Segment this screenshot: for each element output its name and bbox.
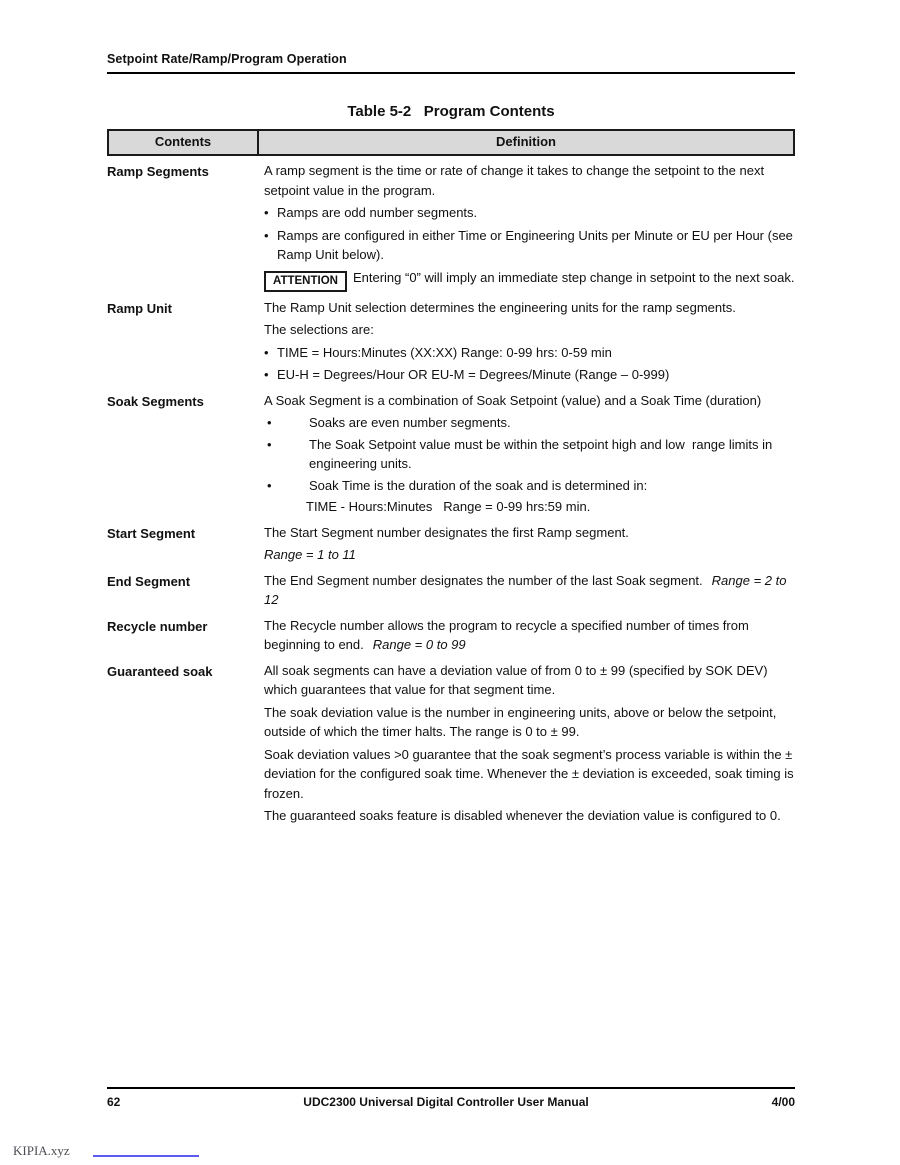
paragraph-text: TIME - Hours:Minutes Range = 0-99 hrs:59 min. <box>306 499 591 514</box>
bullet-item <box>264 476 795 496</box>
watermark-text: KIPIA.xyz <box>13 1143 70 1158</box>
range-note: Range = 2 to 12 <box>264 572 791 607</box>
table-row <box>107 661 798 829</box>
column-header-definition: Definition <box>496 134 556 149</box>
attention-text: Entering “0” will imply an immediate step change in setpoint to the next soak. <box>352 269 795 285</box>
paragraph-text: A ramp segment is the time or rate of change it takes to change the setpoint to the next setpoint value in the program. <box>264 163 768 198</box>
column-header-contents: Contents <box>109 131 259 154</box>
row-definition <box>257 161 795 295</box>
paragraph-text: The Ramp Unit selection determines the engineering units for the ramp segments. <box>264 299 736 315</box>
bullet-marker-icon: • <box>264 227 269 243</box>
bullet-marker-icon: • <box>264 344 269 360</box>
definition-paragraph <box>264 571 795 610</box>
paragraph-text: The Recycle number allows the program to recycle a specified number of times from beginning to end. <box>264 617 753 652</box>
paragraph-text: Soak deviation values >0 guarantee that the soak segment’s process variable is within the ± deviation for the configured soak time. Whenever the ± deviation is exceeded, soak timing is frozen. <box>264 746 798 801</box>
range-note <box>264 545 795 565</box>
definition-paragraph <box>264 523 795 543</box>
footer-date: 4/00 <box>771 1095 795 1109</box>
definition-paragraph <box>264 616 795 655</box>
bullet-marker-icon: • <box>267 415 272 430</box>
bullet-item <box>264 435 795 474</box>
row-definition <box>257 523 795 568</box>
paragraph-text: The guaranteed soaks feature is disabled whenever the deviation value is configured to 0. <box>264 808 781 823</box>
page-content <box>107 52 798 832</box>
row-label: Ramp Unit <box>107 300 172 316</box>
definition-paragraph <box>264 745 798 804</box>
running-header: Setpoint Rate/Ramp/Program Operation <box>107 52 795 74</box>
bullet-text: Soak Time is the duration of the soak and is determined in: <box>309 477 648 493</box>
bullet-item <box>264 226 795 265</box>
row-definition <box>257 298 795 388</box>
row-definition <box>257 661 798 829</box>
row-label: Start Segment <box>107 525 196 541</box>
bullet-marker-icon: • <box>264 367 269 382</box>
bullet-text: Ramps are odd number segments. <box>277 205 478 220</box>
bullet-item <box>264 203 795 223</box>
row-label: Soak Segments <box>107 393 204 409</box>
definition-paragraph <box>264 161 795 200</box>
bullet-item <box>264 343 795 363</box>
table-row <box>107 391 795 520</box>
definition-paragraph <box>306 497 795 517</box>
footer-title: UDC2300 Universal Digital Controller User Manual <box>303 1095 589 1109</box>
attention-note <box>264 268 795 292</box>
row-label: End Segment <box>107 573 191 589</box>
paragraph-text: The Start Segment number designates the first Ramp segment. <box>264 524 629 540</box>
attention-badge: ATTENTION <box>264 271 347 292</box>
bullet-item <box>264 365 795 385</box>
table-body <box>107 161 798 829</box>
page-number: 62 <box>107 1095 121 1109</box>
page-footer <box>107 1087 795 1109</box>
paragraph-text: The End Segment number designates the number of the last Soak segment. <box>264 572 703 588</box>
row-definition <box>257 571 795 613</box>
bullet-marker-icon: • <box>267 436 272 452</box>
bullet-marker-icon: • <box>267 477 272 493</box>
bullet-text: TIME = Hours:Minutes (XX:XX) Range: 0-99 hrs: 0-59 min <box>277 344 612 360</box>
paragraph-text: A Soak Segment is a combination of Soak Setpoint (value) and a Soak Time (duration) <box>264 392 762 408</box>
bullet-text: Soaks are even number segments. <box>309 415 511 430</box>
row-label: Recycle number <box>107 618 208 634</box>
watermark-link-line[interactable] <box>93 1155 199 1157</box>
table-row <box>107 571 795 613</box>
row-definition <box>257 391 795 520</box>
definition-paragraph <box>264 298 795 318</box>
paragraph-text: The selections are: <box>264 322 374 337</box>
table-row <box>107 523 795 568</box>
bullet-text: EU-H = Degrees/Hour OR EU-M = Degrees/Minute (Range – 0-999) <box>277 367 670 382</box>
paragraph-text: Range = 1 to 11 <box>264 547 356 562</box>
bullet-text: The Soak Setpoint value must be within the setpoint high and low range limits in engineering units. <box>309 436 776 471</box>
table-header-row <box>107 129 795 156</box>
row-label: Ramp Segments <box>107 164 209 179</box>
paragraph-text: All soak segments can have a deviation value of from 0 to ± 99 (specified by SOK DEV) which guarantees that value for that segment time. <box>264 662 772 697</box>
definition-paragraph <box>264 806 795 826</box>
definition-paragraph <box>264 661 795 700</box>
table-row <box>107 161 795 295</box>
definition-paragraph <box>264 391 795 411</box>
bullet-marker-icon: • <box>264 205 269 220</box>
row-definition <box>257 616 795 658</box>
range-note: Range = 0 to 99 <box>372 637 466 652</box>
paragraph-text: The soak deviation value is the number in engineering units, above or below the setpoint, outside of which the timer halts. The range is 0 to ± 99. <box>264 704 781 739</box>
table-row <box>107 616 795 658</box>
definition-paragraph <box>264 320 795 340</box>
bullet-item <box>264 413 795 433</box>
table-title: Table 5-2 Program Contents <box>347 103 555 120</box>
table-row <box>107 298 795 388</box>
bullet-text: Ramps are configured in either Time or Engineering Units per Minute or EU per Hour (see Ramp Unit below). <box>277 227 797 262</box>
definition-paragraph <box>264 703 795 742</box>
row-label: Guaranteed soak <box>107 663 213 679</box>
